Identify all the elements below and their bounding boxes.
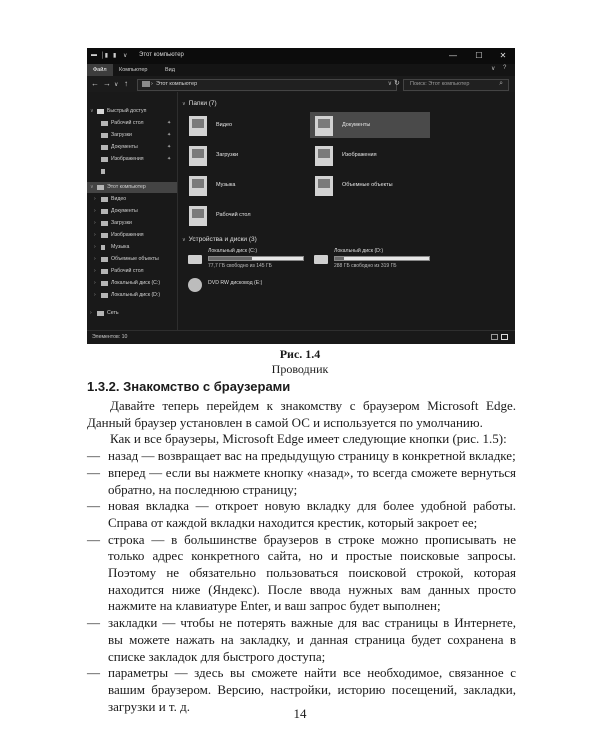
list-item-text: вперед — если вы нажмете кнопку «назад», то всегда сможете вернуться обратно, на последнюю страницу;: [108, 464, 516, 497]
nav-label: Музыка: [111, 244, 130, 250]
help-icon[interactable]: ?: [503, 65, 507, 71]
drive-icon: [101, 281, 108, 286]
chevron-down-icon: ∨: [90, 108, 94, 114]
nav-label: Документы: [111, 144, 138, 150]
window-title: Этот компьютер: [139, 52, 184, 58]
nav-label: Изображения: [111, 232, 144, 238]
drive-free-space: 288 ГБ свободно из 319 ГБ: [334, 263, 397, 269]
drive-d[interactable]: [310, 248, 450, 274]
status-bar: [87, 330, 515, 344]
search-icon: ⌕: [499, 80, 503, 87]
nav-desktop-pc[interactable]: [87, 266, 177, 277]
list-dash: —: [87, 665, 100, 681]
section-title: Устройства и диски (3): [188, 236, 257, 243]
drive-usage-bar: [334, 256, 430, 261]
drive-dvd[interactable]: [184, 274, 324, 300]
folder-music[interactable]: [184, 172, 304, 198]
folder-label: Загрузки: [216, 152, 239, 158]
nav-documents[interactable]: [87, 142, 177, 153]
folder-label: Рабочий стол: [216, 212, 251, 218]
chevron-right-icon: ›: [94, 208, 96, 214]
nav-desktop[interactable]: [87, 118, 177, 129]
chevron-right-icon: ›: [94, 280, 96, 286]
computer-icon: [142, 81, 150, 87]
content-pane: [178, 92, 515, 330]
address-dropdown-icon[interactable]: ∨: [387, 81, 392, 87]
music-icon: [101, 169, 105, 174]
document-icon: [101, 145, 108, 150]
nav-label: Этот компьютер: [107, 184, 146, 190]
folder-label: Видео: [216, 122, 233, 128]
folder-downloads[interactable]: [184, 142, 304, 168]
drives-section-header[interactable]: [182, 236, 257, 243]
picture-icon: [101, 233, 108, 238]
chevron-right-icon: ›: [94, 268, 96, 274]
music-folder-icon: [189, 176, 207, 196]
dvd-drive-icon: [188, 278, 202, 292]
large-icons-view-icon[interactable]: [501, 334, 508, 340]
chevron-right-icon: ›: [94, 256, 96, 262]
chevron-right-icon: ›: [94, 292, 96, 298]
chevron-down-icon: ∨: [182, 101, 186, 107]
pin-icon: ✦: [167, 156, 172, 162]
list-item: [87, 615, 516, 665]
address-path: Этот компьютер: [156, 81, 198, 87]
list-dash: —: [87, 464, 100, 480]
chevron-down-icon: ∨: [182, 237, 186, 243]
folder-desktop[interactable]: [184, 202, 304, 228]
star-icon: [97, 109, 104, 114]
nav-label: Рабочий стол: [111, 268, 144, 274]
list-item: [87, 532, 516, 616]
nav-network[interactable]: [87, 308, 177, 319]
back-icon[interactable]: ←: [91, 79, 99, 88]
item-count: Элементов: 10: [92, 334, 128, 340]
refresh-icon[interactable]: ↻: [394, 80, 400, 87]
figure-caption-subtitle: Проводник: [271, 362, 329, 376]
nav-music-quick[interactable]: [87, 166, 177, 177]
folder-label: Объемные объекты: [342, 182, 393, 188]
drive-usage-fill: [209, 257, 252, 260]
nav-drive-d[interactable]: [87, 290, 177, 301]
nav-label: Объемные объекты: [111, 256, 159, 262]
folder-video[interactable]: [184, 112, 304, 138]
folder-label: Изображения: [342, 152, 377, 158]
tab-computer[interactable]: Компьютер: [119, 67, 148, 73]
nav-label: Локальный диск (C:): [111, 280, 161, 286]
pictures-folder-icon: [315, 146, 333, 166]
nav-documents-pc[interactable]: [87, 206, 177, 217]
chevron-right-icon: ›: [94, 244, 96, 250]
explorer-screenshot: [87, 48, 515, 344]
nav-label: Видео: [111, 196, 127, 202]
forward-icon[interactable]: →: [103, 79, 111, 88]
address-bar[interactable]: [137, 79, 397, 91]
folders-section-header[interactable]: [182, 100, 217, 107]
list-item: [87, 498, 516, 531]
list-dash: —: [87, 448, 100, 464]
pin-icon: ✦: [167, 144, 172, 150]
video-icon: [101, 197, 108, 202]
download-icon: [101, 133, 108, 138]
drive-free-space: 77,7 ГБ свободно из 145 ГБ: [208, 263, 272, 269]
nav-downloads-pc[interactable]: [87, 218, 177, 229]
new-folder-icon[interactable]: ▮: [113, 53, 117, 59]
list-dash: —: [87, 615, 100, 631]
paragraph: Как и все браузеры, Microsoft Edge имеет следующие кнопки (рис. 1.5):: [110, 431, 507, 447]
list-dash: —: [87, 531, 100, 547]
nav-this-pc[interactable]: [87, 182, 177, 193]
list-item-text: строка — в большинстве браузеров в строке можно прописывать не только адрес конкретного сайта, но и простые поисковые запросы. Поэтому не обязательно пользоваться поисковой строкой, которая находится ниже (Яндекс). После ввода нужных вам данных просто нажмите на клавиатуре Enter, и ваш запрос будет выполнен;: [108, 531, 516, 614]
list-item-text: закладки — чтобы не потерять важные для вас страницы в Интернете, вы можете нажать на закладку, и данная страница будет сохранена в списке закладок для быстрого доступа;: [108, 615, 516, 664]
close-button[interactable]: ✕: [499, 51, 507, 60]
nav-label: Быстрый доступ: [107, 108, 147, 114]
desktop-folder-icon: [189, 206, 207, 226]
nav-pictures-pc[interactable]: [87, 230, 177, 241]
pin-icon: ✦: [167, 120, 172, 126]
section-heading: 1.3.2. Знакомство с браузерами: [87, 379, 291, 394]
section-title: Папки (7): [188, 100, 217, 107]
documents-folder-icon: [315, 116, 333, 136]
paragraph: Давайте теперь перейдем к знакомству с браузером Microsoft Edge. Данный браузер установлен в самой ОС и используется по умолчанию.: [87, 398, 516, 430]
list-item: [87, 448, 516, 465]
nav-3d-objects[interactable]: [87, 254, 177, 265]
minimize-button[interactable]: —: [449, 51, 457, 60]
navigation-pane: [87, 92, 178, 330]
nav-quick-access[interactable]: [87, 106, 177, 117]
up-icon[interactable]: ↑: [124, 79, 128, 88]
drive-label: Локальный диск (C:): [208, 248, 258, 254]
tab-file[interactable]: Файл: [87, 64, 113, 76]
drive-icon: [314, 255, 328, 264]
drive-label: Локальный диск (D:): [334, 248, 384, 254]
list-item-text: новая вкладка — откроет новую вкладку для более удобной работы. Справа от каждой вкладки находится крестик, который закроет ее;: [108, 498, 516, 530]
nav-label: Документы: [111, 208, 138, 214]
chevron-down-icon: ∨: [90, 184, 94, 190]
list-item: [87, 465, 516, 498]
list-dash: —: [87, 498, 100, 514]
nav-downloads[interactable]: [87, 130, 177, 141]
nav-label: Загрузки: [111, 220, 132, 226]
details-view-icon[interactable]: [491, 334, 498, 340]
network-icon: [97, 311, 104, 316]
desktop-icon: [101, 121, 108, 126]
drive-usage-bar: [208, 256, 304, 261]
figure-caption-title: Рис. 1.4: [279, 347, 321, 361]
music-icon: [101, 245, 105, 250]
drive-c[interactable]: [184, 248, 324, 274]
folder-documents[interactable]: [310, 112, 430, 138]
nav-label: Сеть: [107, 310, 119, 316]
drive-usage-fill: [335, 257, 344, 260]
properties-icon[interactable]: │▮: [101, 53, 109, 59]
picture-icon: [101, 157, 108, 162]
pin-icon: ✦: [167, 132, 172, 138]
downloads-folder-icon: [189, 146, 207, 166]
search-input[interactable]: [403, 79, 509, 91]
folder-pictures[interactable]: [310, 142, 430, 168]
list-item-text: назад — возвращает вас на предыдущую страницу в конкретной вкладке;: [108, 448, 516, 464]
nav-label: Локальный диск (D:): [111, 292, 161, 298]
title-bar: [87, 48, 515, 64]
ribbon: [87, 64, 515, 76]
video-folder-icon: [189, 116, 207, 136]
qa-dropdown-icon[interactable]: ∨: [123, 53, 128, 59]
nav-video[interactable]: [87, 194, 177, 205]
nav-label: Рабочий стол: [111, 120, 144, 126]
page-number: 14: [293, 706, 307, 721]
download-icon: [101, 221, 108, 226]
chevron-right-icon: ›: [94, 232, 96, 238]
nav-label: Изображения: [111, 156, 144, 162]
pc-icon: ▬: [91, 52, 97, 58]
nav-drive-c[interactable]: [87, 278, 177, 289]
desktop-icon: [101, 269, 108, 274]
nav-label: Загрузки: [111, 132, 132, 138]
chevron-right-icon: ›: [90, 310, 92, 316]
chevron-right-icon: ›: [94, 220, 96, 226]
address-row: [87, 76, 515, 92]
drive-label: DVD RW дисковод (E:): [208, 280, 263, 286]
tab-view[interactable]: Вид: [165, 67, 175, 73]
cube-icon: [101, 257, 108, 262]
search-placeholder: Поиск: Этот компьютер: [410, 81, 470, 87]
folder-3d-objects[interactable]: [310, 172, 430, 198]
list-item-text: параметры — здесь вы сможете найти все необходимое, связанное с вашим браузером. Версию, настройки, историю посещений, закладки, загрузки и т. д.: [108, 665, 516, 714]
expand-ribbon-icon[interactable]: ∨: [491, 66, 496, 72]
computer-icon: [97, 185, 104, 190]
document-icon: [101, 209, 108, 214]
chevron-right-icon: ›: [94, 196, 96, 202]
windows-drive-icon: [188, 255, 202, 264]
path-chevron-icon: ›: [151, 81, 153, 87]
recent-dropdown-icon[interactable]: ∨: [114, 82, 119, 88]
nav-music[interactable]: [87, 242, 177, 253]
body-text: [87, 398, 516, 715]
3d-objects-folder-icon: [315, 176, 333, 196]
folder-label: Музыка: [216, 182, 236, 188]
folder-label: Документы: [342, 122, 371, 128]
maximize-button[interactable]: ☐: [475, 51, 483, 60]
nav-pictures[interactable]: [87, 154, 177, 165]
drive-icon: [101, 293, 108, 298]
